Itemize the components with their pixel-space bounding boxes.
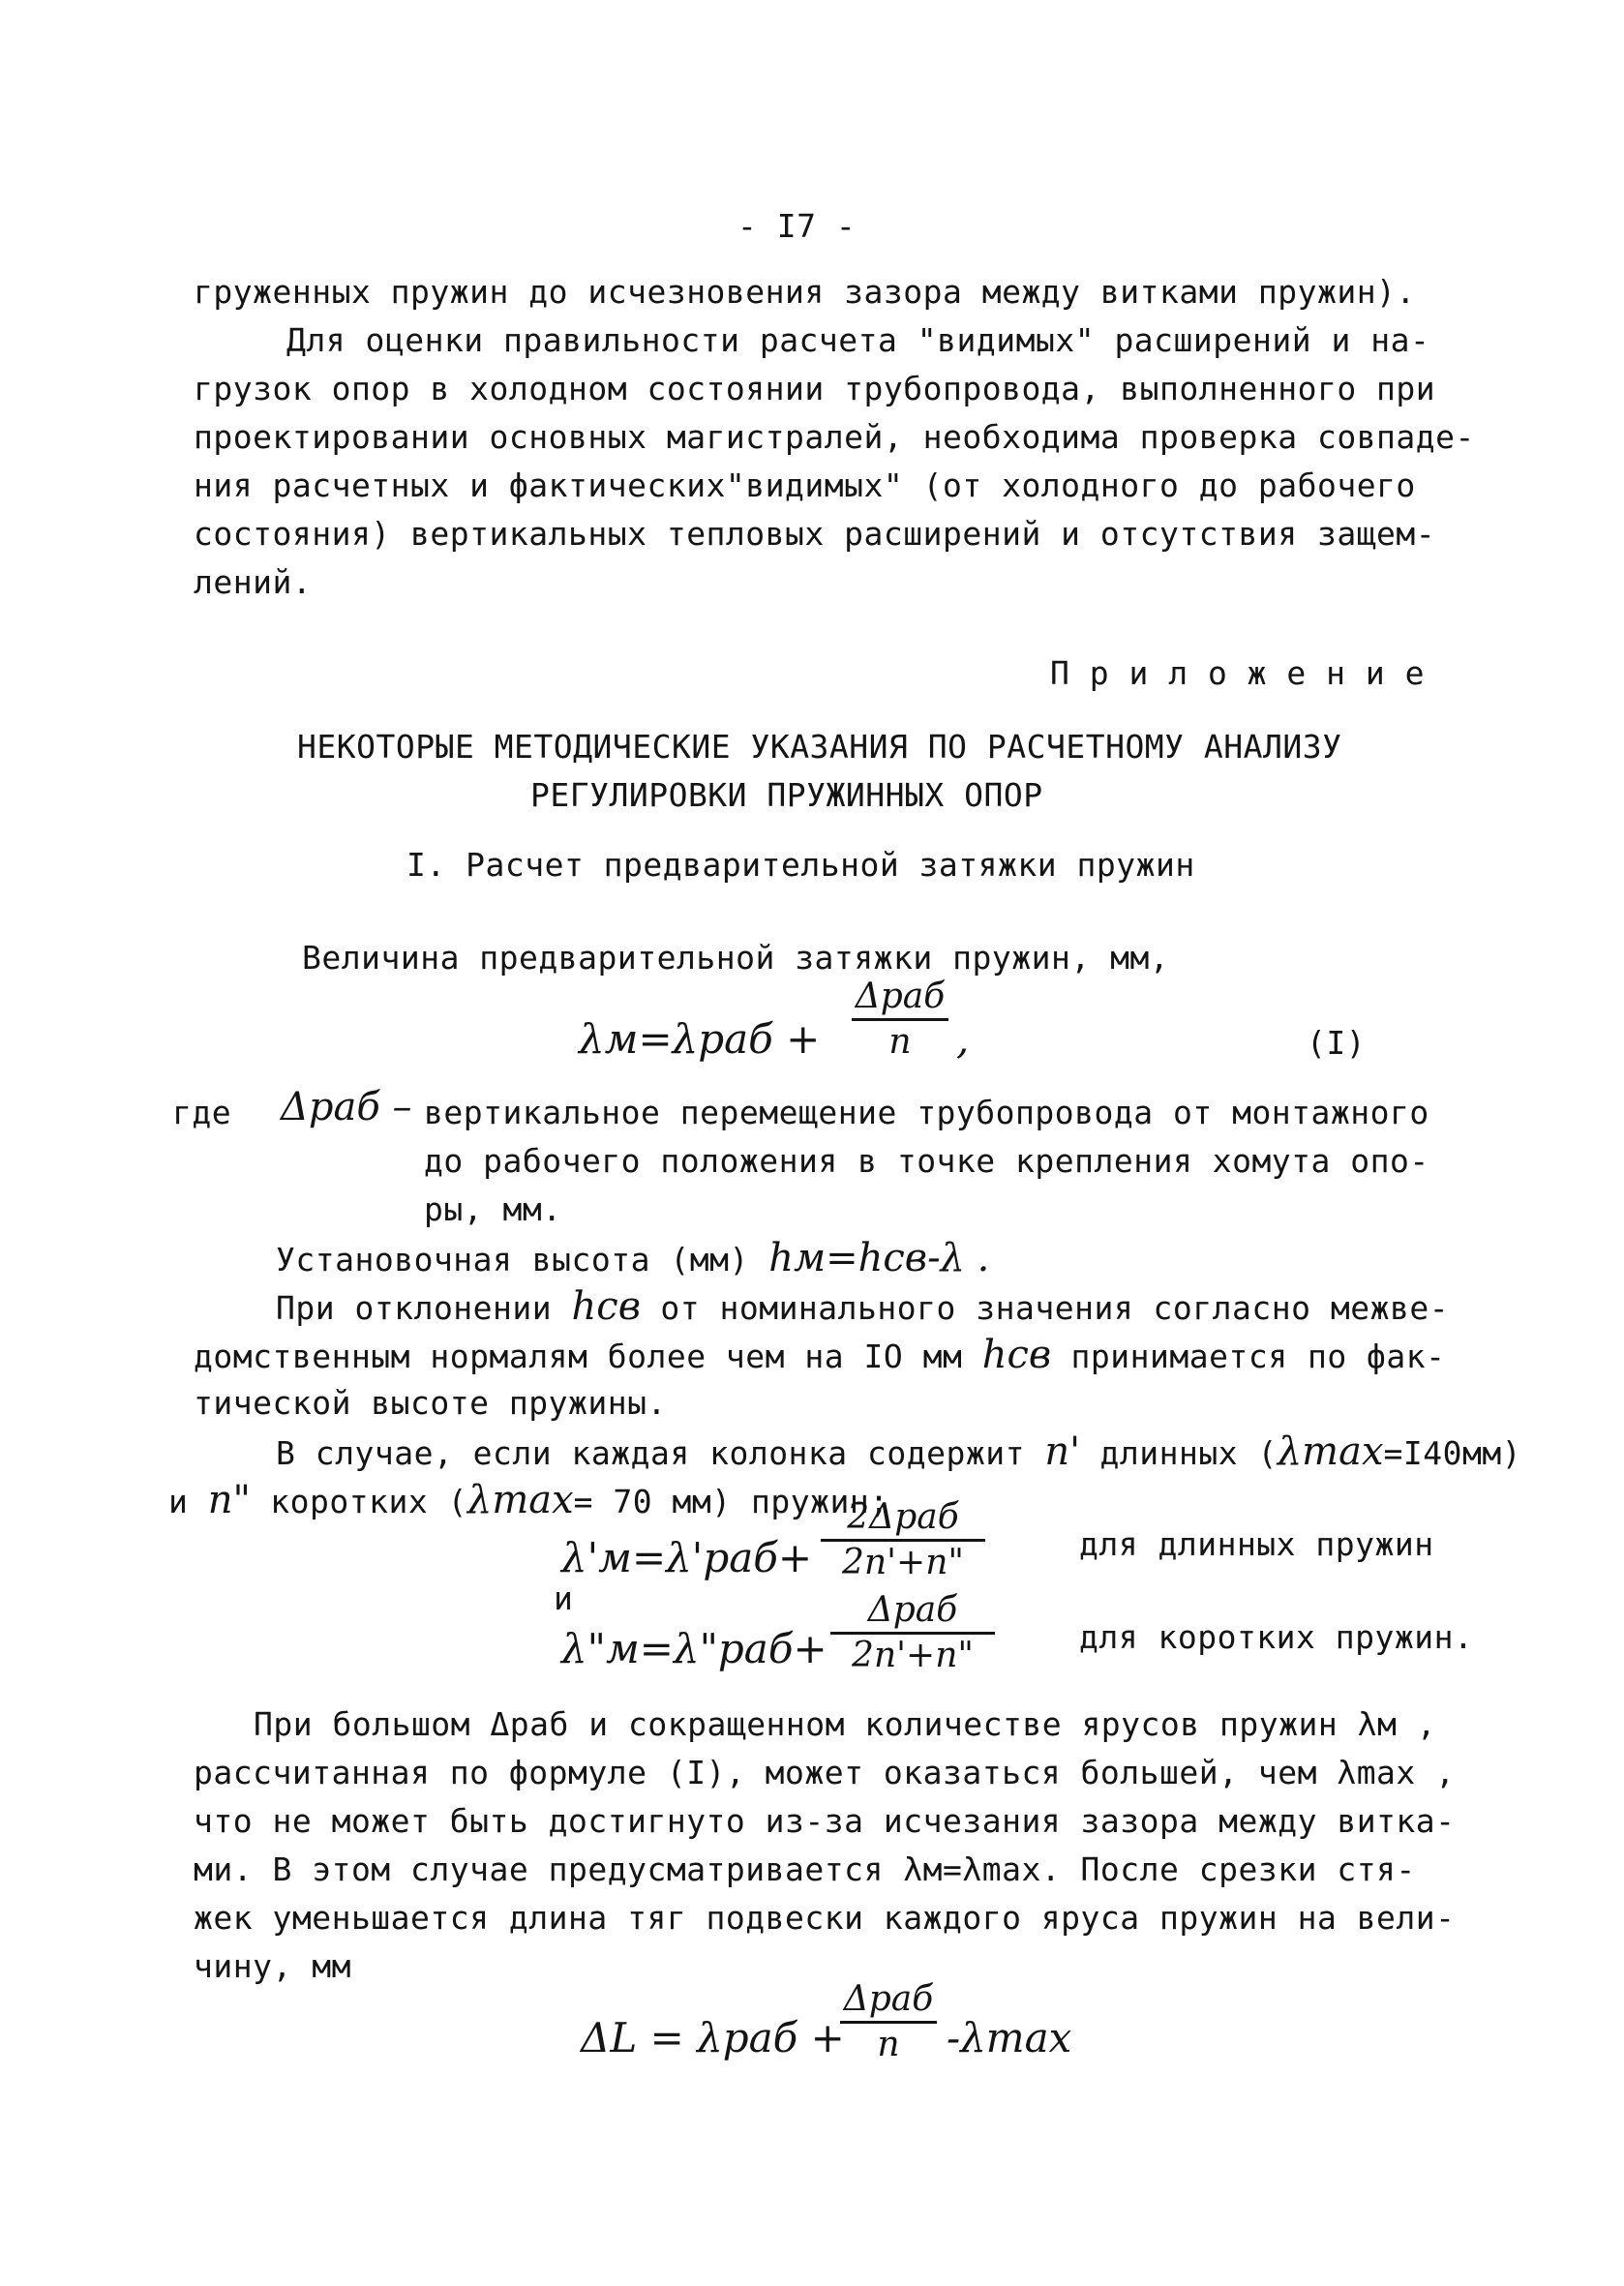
and-word: и [554,1579,574,1617]
formula-2-lhs: λ'м=λ'раб+ [561,1534,813,1581]
formula-1-fraction [852,978,948,1062]
formula-1-number: (I) [1307,1024,1367,1062]
n-prime-symbol: n' [1044,1429,1081,1474]
formula-1-lhs: λм=λраб + [579,1015,821,1063]
deviation-text: домственным нормалям более чем на IO мм [194,1338,963,1375]
formula-2-note: для длинных пружин [1079,1525,1434,1563]
h-sv-symbol: hсв [981,1333,1052,1377]
appendix-label: П р и л о ж е н и е [1050,654,1425,692]
page-number: - I7 - [737,207,857,245]
paragraph-line: лений. [194,563,313,601]
formula-2-denominator: 2n'+n" [842,1543,964,1582]
paragraph-line [276,1284,1450,1329]
install-height-text: Установочная высота (мм) [276,1241,749,1278]
where-line: до рабочего положения в точке крепления хомута опо- [424,1142,1429,1180]
fraction-bar [840,2021,937,2024]
case-text: и [168,1483,189,1520]
case-text: В случае, если каждая колонка содержит [276,1434,1025,1472]
appendix-title-line: НЕКОТОРЫЕ МЕТОДИЧЕСКИЕ УКАЗАНИЯ ПО РАСЧЕТНОМУ АНАЛИЗУ [297,728,1342,766]
formula-3-numerator: Δраб [867,1590,958,1630]
paragraph-line: рассчитанная по формуле (I), может оказаться большей, чем λmax , [194,1754,1456,1791]
fraction-bar [852,1018,948,1021]
appendix-title-line: РЕГУЛИРОВКИ ПРУЖИННЫХ ОПОР [530,776,1043,814]
formula-3-denominator: 2n'+n" [852,1636,974,1675]
fraction-bar [830,1632,995,1635]
formula-4-rhs: -λmax [947,2014,1072,2061]
deviation-text: от номинального значения согласно межве- [660,1289,1450,1327]
paragraph-line [168,1478,889,1522]
formula-3-note: для коротких пружин. [1079,1618,1474,1656]
paragraph-line: жек уменьшается длина тяг подвески каждого яруса пружин на вели- [194,1899,1456,1937]
formula-4-fraction [840,1980,937,2064]
lambda-max-symbol: λmax [466,1478,574,1522]
paragraph-line: При большом Δраб и сокращенном количестве ярусов пружин λм , [254,1705,1437,1743]
formula-4-lhs: ΔL = λраб + [581,2014,845,2061]
install-height-formula: hм=hсв-λ . [768,1236,990,1280]
paragraph-line: груженных пружин до исчезновения зазора между витками пружин). [194,273,1416,311]
where-symbol: Δраб – [281,1085,412,1129]
formula-1-numerator: Δраб [855,977,946,1016]
case-text: длинных ( [1099,1434,1278,1472]
paragraph-line: Для оценки правильности расчета "видимых" расширений и на- [286,321,1430,359]
deviation-text: принимается по фак- [1070,1338,1446,1375]
paragraph-line: грузок опор в холодном состоянии трубопровода, выполненного при [194,370,1436,407]
where-word: где [172,1094,232,1131]
case-text: =I40мм) [1383,1434,1522,1472]
where-line: ры, мм. [424,1190,562,1228]
section-title: I. Расчет предварительной затяжки пружин [406,846,1195,884]
h-sv-symbol: hсв [571,1284,641,1329]
paragraph-line [194,1333,1446,1377]
case-text: коротких ( [270,1483,467,1520]
deviation-text: При отклонении [276,1289,553,1327]
paragraph-line: проектировании основных магистралей, необходима проверка совпаде- [194,418,1475,456]
formula-2-fraction [821,1498,985,1582]
formula-2-numerator: 2Δраб [847,1497,959,1537]
case-text: = 70 мм) пружин; [573,1483,889,1520]
lambda-max-symbol: λmax [1277,1429,1384,1474]
formula-3-lhs: λ"м=λ"раб+ [561,1625,827,1672]
n-double-prime-symbol: n" [207,1478,251,1522]
formula-3-fraction [830,1591,995,1675]
where-line: вертикальное перемещение трубопровода от монтажного [424,1094,1429,1131]
paragraph-line: тической высоте пружины. [194,1384,667,1422]
install-height-line [276,1236,990,1280]
paragraph-line: что не может быть достигнуто из-за исчезания зазора между витка- [194,1802,1456,1840]
paragraph-line [276,1429,1522,1474]
paragraph-line: ния расчетных и фактических"видимых" (от холодного до рабочего [194,466,1416,504]
formula-4-denominator: n [877,2025,900,2064]
formula-1-denominator: n [888,1022,912,1062]
paragraph-line: состояния) вертикальных тепловых расширений и отсутствия защем- [194,515,1436,553]
intro-line: Величина предварительной затяжки пружин, мм, [302,939,1170,977]
fraction-bar [821,1539,985,1542]
formula-1-comma: , [956,1015,970,1063]
paragraph-line: ми. В этом случае предусматривается λм=λmax. После срезки стя- [194,1850,1416,1888]
formula-4-numerator: Δраб [843,1979,934,2019]
paragraph-line: чину, мм [194,1947,351,1985]
